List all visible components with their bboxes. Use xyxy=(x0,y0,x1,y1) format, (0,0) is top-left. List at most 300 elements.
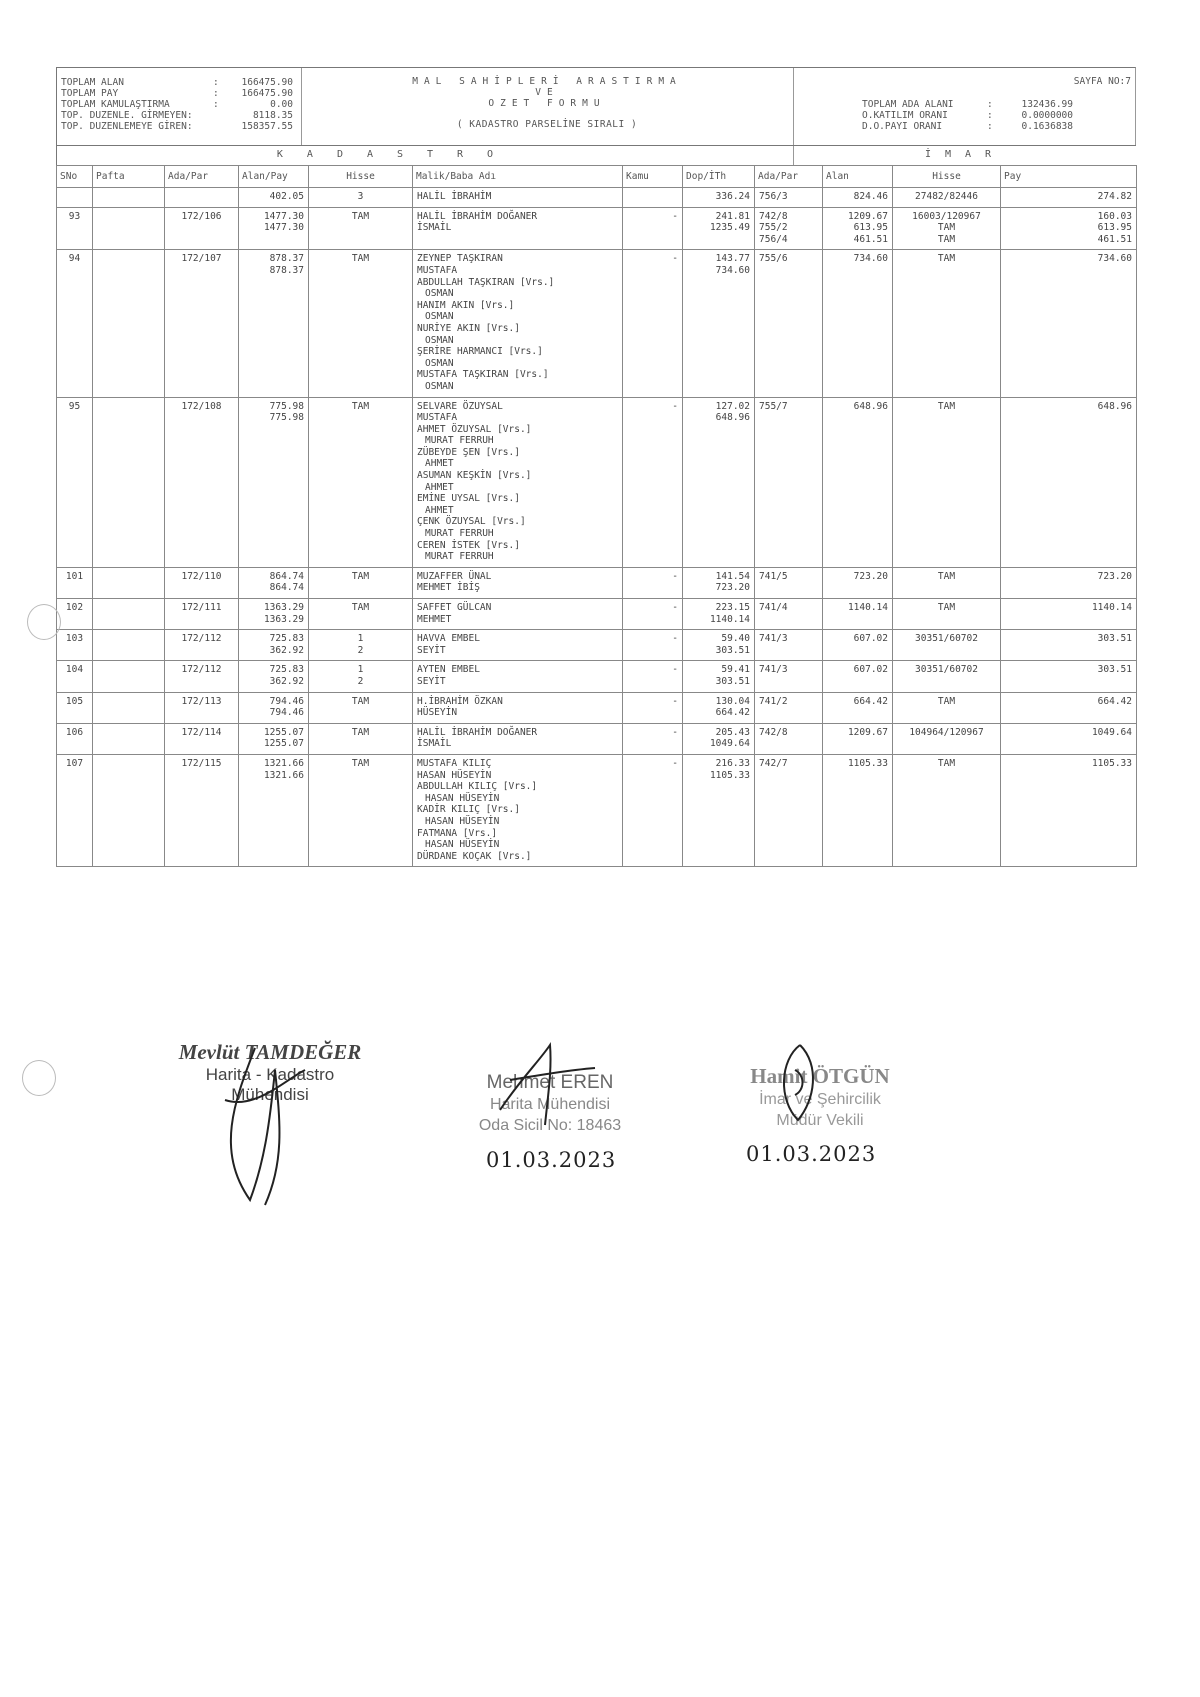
signer-3-title2: Müdür Vekili xyxy=(776,1112,864,1129)
sno-cell: 105 xyxy=(57,692,93,723)
cell-line: 824.46 xyxy=(853,191,888,202)
ada-par-cell: 172/112 xyxy=(165,661,239,692)
owner-name: ABDULLAH KILIÇ [Vrs.] xyxy=(417,781,538,793)
imar-alan-header: Alan xyxy=(823,166,893,188)
cell-line: 1049.64 xyxy=(1091,726,1132,738)
cell-line: 104964/120967 xyxy=(909,726,984,738)
sno-cell: 101 xyxy=(57,567,93,598)
cell-line: 1321.66 xyxy=(263,757,304,769)
owner-name: HALİL İBRAHİM DOĞANER xyxy=(417,726,538,738)
cell-line: 127.02 xyxy=(715,400,750,412)
cell-line: 2 xyxy=(357,675,364,687)
owner-name: OSMAN xyxy=(425,380,454,392)
owner-name: AYTEN EMBEL xyxy=(417,664,480,676)
imar-pay-cell xyxy=(1001,250,1137,397)
dop-ith-cell xyxy=(683,250,755,397)
imar-alan-cell xyxy=(823,630,893,661)
signer-2-title: Harita Mühendisi xyxy=(489,1096,611,1113)
imar-alan-cell xyxy=(823,692,893,723)
cell-line: 303.51 xyxy=(1097,633,1132,645)
alan-pay-cell xyxy=(239,188,309,208)
table-body xyxy=(57,188,1137,867)
cell-line: 336.24 xyxy=(715,191,750,202)
imar-ada-par-cell xyxy=(755,723,823,754)
pafta-cell xyxy=(93,207,165,250)
total-share-value: 166475.90 xyxy=(241,88,293,99)
cell-line: 303.51 xyxy=(715,644,750,656)
hisse-cell xyxy=(309,754,413,866)
signer-3-name: Hamit ÖTGÜN xyxy=(750,1064,890,1088)
imar-pay-header: Pay xyxy=(1001,166,1137,188)
imar-hisse-cell xyxy=(893,692,1001,723)
owner-name: MUSTAFA xyxy=(417,264,458,276)
cell-line: 59.41 xyxy=(721,664,750,676)
kamu-cell: - xyxy=(623,250,683,397)
cell-line: 742/8 xyxy=(759,210,788,222)
cell-line: 741/3 xyxy=(759,664,788,676)
owner-cell xyxy=(413,692,623,723)
sno-cell: 102 xyxy=(57,599,93,630)
cell-line: TAM xyxy=(937,233,956,245)
cell-line: 741/2 xyxy=(759,695,788,707)
imar-ada-par-cell xyxy=(755,397,823,567)
owner-cell xyxy=(413,599,623,630)
cell-line: 741/5 xyxy=(759,570,788,582)
owner-cell xyxy=(413,567,623,598)
cell-line: 878.37 xyxy=(269,264,304,276)
cell-line: TAM xyxy=(351,602,370,613)
owner-name: DÜRDANE KOÇAK [Vrs.] xyxy=(417,850,532,862)
cell-line: TAM xyxy=(351,570,370,582)
cell-line: TAM xyxy=(937,253,956,265)
cell-line: 303.51 xyxy=(1097,664,1132,676)
cell-line: 794.46 xyxy=(269,695,304,707)
cell-line: 461.51 xyxy=(853,233,888,245)
total-expropriation-label: TOPLAM KAMULAŞTIRMA xyxy=(61,99,170,110)
dop-ith-cell xyxy=(683,630,755,661)
pafta-cell xyxy=(93,188,165,208)
totals-left: TOPLAM ALAN : 166475.90 TOPLAM PAY : 166475.90 TOPLAM KAMULAŞTIRMA : 0.00 TOP. DUZENLE. GİRMEYEN: 8118.35 TOP. DUZENLEMEYE GİREN: 158357.55 xyxy=(61,77,293,132)
kamu-cell: - xyxy=(623,207,683,250)
totals-right: SAYFA NO:7 TOPLAM ADA ALANI : 132436.99 O.KATILIM ORANI : 0.0000000 D.O.PAYI ORANI : 0.1636838 xyxy=(802,76,1137,132)
cell-line: 402.05 xyxy=(269,191,304,202)
sno-cell: 104 xyxy=(57,661,93,692)
cell-line: 1140.14 xyxy=(847,602,888,613)
cell-line: 607.02 xyxy=(853,633,888,645)
signer-1-title2: Mühendisi xyxy=(231,1085,309,1104)
cell-line: TAM xyxy=(937,400,956,412)
signer-2-date: 01.03.2023 xyxy=(486,1148,617,1172)
cell-line: 1140.14 xyxy=(709,613,750,625)
imar-hisse-cell xyxy=(893,723,1001,754)
hisse-cell xyxy=(309,188,413,208)
cell-line: 1235.49 xyxy=(709,222,750,234)
cell-line: 734.60 xyxy=(715,264,750,276)
dop-ith-cell xyxy=(683,599,755,630)
dop-ith-cell xyxy=(683,207,755,250)
imar-ada-par-cell xyxy=(755,661,823,692)
cell-line: 1105.33 xyxy=(847,757,888,769)
in-regulation-label: TOP. DUZENLEMEYE GİREN: xyxy=(61,121,193,132)
owner-name: SEYİT xyxy=(417,644,446,656)
owner-name: HÜSEYİN xyxy=(417,707,458,719)
cell-line: 303.51 xyxy=(715,675,750,687)
sno-cell xyxy=(57,188,93,208)
punch-hole-top xyxy=(27,604,61,640)
cell-line: 30351/60702 xyxy=(915,633,978,645)
ada-par-cell: 172/114 xyxy=(165,723,239,754)
dop-ith-header: Dop/İTh xyxy=(683,166,755,188)
imar-pay-cell xyxy=(1001,754,1137,866)
cell-line: TAM xyxy=(351,253,370,265)
cell-line: TAM xyxy=(937,602,956,613)
cell-line: 723.20 xyxy=(853,570,888,582)
owner-name: MEHMET İBİŞ xyxy=(417,582,480,594)
cell-line: TAM xyxy=(937,757,956,769)
form-title xyxy=(307,76,787,130)
imar-pay-cell xyxy=(1001,692,1137,723)
cell-line: 30351/60702 xyxy=(915,664,978,676)
cell-line: 648.96 xyxy=(1097,400,1132,412)
cell-line: 756/4 xyxy=(759,233,788,245)
imar-hisse-cell xyxy=(893,630,1001,661)
owner-name: AHMET xyxy=(425,504,454,516)
owner-name: ZÜBEYDE ŞEN [Vrs.] xyxy=(417,446,520,458)
cell-line: 648.96 xyxy=(715,412,750,424)
cell-line: 755/6 xyxy=(759,253,788,265)
signer-3-title: İmar ve Şehircilik xyxy=(759,1091,881,1108)
owner-name: HAVVA EMBEL xyxy=(417,633,480,645)
pafta-cell xyxy=(93,397,165,567)
cell-line: 27482/82446 xyxy=(915,191,978,202)
cell-line: TAM xyxy=(937,695,956,707)
table-row xyxy=(57,661,1137,692)
signer-1-name: Mevlüt TAMDEĞER xyxy=(178,1040,362,1064)
owner-name: MURAT FERRUH xyxy=(425,551,494,563)
cell-line: TAM xyxy=(351,695,370,707)
alan-pay-cell xyxy=(239,661,309,692)
pafta-cell xyxy=(93,567,165,598)
hisse-cell xyxy=(309,692,413,723)
imar-pay-cell xyxy=(1001,188,1137,208)
imar-hisse-header: Hisse xyxy=(893,166,1001,188)
cell-line: 755/2 xyxy=(759,222,788,234)
cell-line: TAM xyxy=(351,400,370,412)
form-title-line3: OZET FORMU xyxy=(488,98,606,109)
owner-name: ABDULLAH TAŞKIRAN [Vrs.] xyxy=(417,276,555,288)
cell-line: 1363.29 xyxy=(263,613,304,625)
cell-line: TAM xyxy=(351,757,370,769)
cell-line: 3 xyxy=(357,191,364,202)
table-row xyxy=(57,692,1137,723)
cell-line: 216.33 xyxy=(715,757,750,769)
cell-line: 1140.14 xyxy=(1091,602,1132,613)
imar-alan-cell xyxy=(823,250,893,397)
owner-name: HASAN HÜSEYİN xyxy=(425,815,500,827)
owner-name: H.İBRAHİM ÖZKAN xyxy=(417,695,503,707)
owner-name: SEYİT xyxy=(417,675,446,687)
kamu-header: Kamu xyxy=(623,166,683,188)
section-titles xyxy=(56,145,1136,165)
cell-line: 130.04 xyxy=(715,695,750,707)
owner-name: MEHMET xyxy=(417,613,452,625)
cell-line: 141.54 xyxy=(715,570,750,582)
table-row xyxy=(57,754,1137,866)
imar-alan-cell xyxy=(823,188,893,208)
hisse-cell xyxy=(309,630,413,661)
pafta-cell xyxy=(93,661,165,692)
owner-name: SAFFET GÜLCAN xyxy=(417,602,492,613)
cell-line: TAM xyxy=(351,210,370,222)
cell-line: 878.37 xyxy=(269,253,304,265)
owner-name: CEREN İSTEK [Vrs.] xyxy=(417,539,520,551)
owner-name: NURİYE AKIN [Vrs.] xyxy=(417,322,520,334)
imar-pay-cell xyxy=(1001,630,1137,661)
owner-cell xyxy=(413,661,623,692)
cell-line: 742/8 xyxy=(759,726,788,738)
cell-line: 864.74 xyxy=(269,570,304,582)
ada-par-cell: 172/106 xyxy=(165,207,239,250)
owner-name: AHMET ÖZUYSAL [Vrs.] xyxy=(417,423,532,435)
cell-line: 613.95 xyxy=(853,222,888,234)
sno-cell: 107 xyxy=(57,754,93,866)
owner-name: AHMET xyxy=(425,458,454,470)
imar-ada-par-cell xyxy=(755,250,823,397)
section-kadastro: KADASTRO xyxy=(276,149,518,160)
ada-par-cell: 172/112 xyxy=(165,630,239,661)
table-row xyxy=(57,723,1137,754)
pafta-cell xyxy=(93,692,165,723)
cell-line: 1105.33 xyxy=(709,769,750,781)
table-row xyxy=(57,188,1137,208)
owner-name: EMİNE UYSAL [Vrs.] xyxy=(417,493,520,505)
pafta-cell xyxy=(93,599,165,630)
imar-ada-par-cell xyxy=(755,754,823,866)
owners-table xyxy=(56,165,1137,867)
pafta-cell xyxy=(93,630,165,661)
owner-name: HASAN HÜSEYİN xyxy=(425,839,500,851)
table-row xyxy=(57,250,1137,397)
imar-hisse-cell xyxy=(893,188,1001,208)
cell-line: 723.20 xyxy=(715,582,750,594)
cell-line: 1 xyxy=(357,664,364,676)
cell-line: 756/3 xyxy=(759,191,788,202)
in-regulation-value: 158357.55 xyxy=(241,121,293,132)
cell-line: 775.98 xyxy=(269,412,304,424)
imar-ada-par-header: Ada/Par xyxy=(755,166,823,188)
block-area-value: 132436.99 xyxy=(1021,99,1073,110)
cell-line: 734.60 xyxy=(1097,253,1132,265)
punch-hole-bottom xyxy=(22,1060,56,1096)
signature-scribble-3 xyxy=(770,1040,830,1130)
hisse-cell xyxy=(309,207,413,250)
table-row xyxy=(57,567,1137,598)
ada-par-cell: 172/111 xyxy=(165,599,239,630)
hisse-header: Hisse xyxy=(309,166,413,188)
dop-ith-cell xyxy=(683,188,755,208)
participation-rate-label: O.KATILIM ORANI xyxy=(862,110,948,121)
cell-line: 1 xyxy=(357,633,364,645)
imar-alan-cell xyxy=(823,599,893,630)
cell-line: 1049.64 xyxy=(709,738,750,750)
owner-name: HALİL İBRAHİM xyxy=(417,191,492,202)
owner-cell xyxy=(413,630,623,661)
owner-cell xyxy=(413,207,623,250)
ada-par-cell: 172/113 xyxy=(165,692,239,723)
cell-line: TAM xyxy=(937,222,956,234)
sno-cell: 106 xyxy=(57,723,93,754)
cell-line: 1255.07 xyxy=(263,738,304,750)
cell-line: 725.83 xyxy=(269,664,304,676)
kamu-cell xyxy=(623,188,683,208)
block-area-label: TOPLAM ADA ALANI xyxy=(862,99,954,110)
dop-ith-cell xyxy=(683,567,755,598)
cell-line: TAM xyxy=(937,570,956,582)
owner-cell xyxy=(413,397,623,567)
pafta-cell xyxy=(93,250,165,397)
cell-line: 1209.67 xyxy=(847,210,888,222)
hisse-cell xyxy=(309,250,413,397)
sno-cell: 94 xyxy=(57,250,93,397)
alan-pay-cell xyxy=(239,250,309,397)
owner-name: ŞERİRE HARMANCI [Vrs.] xyxy=(417,346,543,358)
ada-par-cell xyxy=(165,188,239,208)
owner-cell xyxy=(413,250,623,397)
owner-name: AHMET xyxy=(425,481,454,493)
owner-name: FATMANA [Vrs.] xyxy=(417,827,498,839)
table-row xyxy=(57,599,1137,630)
imar-ada-par-cell xyxy=(755,567,823,598)
hisse-cell xyxy=(309,599,413,630)
alan-pay-header: Alan/Pay xyxy=(239,166,309,188)
dop-ith-cell xyxy=(683,692,755,723)
do-share-rate-label: D.O.PAYI ORANI xyxy=(862,121,943,132)
sno-cell: 95 xyxy=(57,397,93,567)
cell-line: 725.83 xyxy=(269,633,304,645)
hisse-cell xyxy=(309,397,413,567)
signature-scribble-2 xyxy=(490,1040,600,1130)
cell-line: 362.92 xyxy=(269,644,304,656)
signature-scribble-1 xyxy=(195,1040,325,1210)
not-in-regulation-value: 8118.35 xyxy=(252,110,293,121)
imar-hisse-cell xyxy=(893,250,1001,397)
owner-name: HASAN HÜSEYİN xyxy=(425,792,500,804)
cell-line: 741/3 xyxy=(759,633,788,645)
cell-line: 742/7 xyxy=(759,757,788,769)
alan-pay-cell xyxy=(239,397,309,567)
owner-name: İSMAİL xyxy=(417,738,452,750)
alan-pay-cell xyxy=(239,723,309,754)
cell-line: 1477.30 xyxy=(263,222,304,234)
alan-pay-cell xyxy=(239,754,309,866)
imar-alan-cell xyxy=(823,397,893,567)
owner-name: ZEYNEP TAŞKIRAN xyxy=(417,253,503,265)
cell-line: 1209.67 xyxy=(847,726,888,738)
pafta-header: Pafta xyxy=(93,166,165,188)
kamu-cell: - xyxy=(623,692,683,723)
cell-line: 205.43 xyxy=(715,726,750,738)
cell-line: 864.74 xyxy=(269,582,304,594)
sno-header: SNo xyxy=(57,166,93,188)
kamu-cell: - xyxy=(623,567,683,598)
pafta-cell xyxy=(93,754,165,866)
total-area-label: TOPLAM ALAN xyxy=(61,77,124,88)
form-title-line1: MAL SAHİPLERİ ARASTIRMA xyxy=(412,76,682,87)
owner-name: SELVARE ÖZUYSAL xyxy=(417,400,503,412)
cell-line: 2 xyxy=(357,644,364,656)
imar-pay-cell xyxy=(1001,397,1137,567)
cell-line: 461.51 xyxy=(1097,233,1132,245)
table-row xyxy=(57,630,1137,661)
pafta-cell xyxy=(93,723,165,754)
cell-line: 1363.29 xyxy=(263,602,304,613)
kamu-cell: - xyxy=(623,599,683,630)
alan-pay-cell xyxy=(239,692,309,723)
ada-par-cell: 172/110 xyxy=(165,567,239,598)
kamu-cell: - xyxy=(623,630,683,661)
owner-name: ASUMAN KEŞKİN [Vrs.] xyxy=(417,470,532,482)
dop-ith-cell xyxy=(683,397,755,567)
ada-par-cell: 172/115 xyxy=(165,754,239,866)
alan-pay-cell xyxy=(239,599,309,630)
imar-pay-cell xyxy=(1001,567,1137,598)
imar-alan-cell xyxy=(823,207,893,250)
cell-line: 794.46 xyxy=(269,707,304,719)
ada-par-cell: 172/108 xyxy=(165,397,239,567)
owner-cell xyxy=(413,754,623,866)
owner-name: MURAT FERRUH xyxy=(425,435,494,447)
hisse-cell xyxy=(309,723,413,754)
imar-ada-par-cell xyxy=(755,599,823,630)
cell-line: 1255.07 xyxy=(263,726,304,738)
cell-line: 160.03 xyxy=(1097,210,1132,222)
cell-line: 1477.30 xyxy=(263,210,304,222)
imar-pay-cell xyxy=(1001,661,1137,692)
imar-hisse-cell xyxy=(893,661,1001,692)
table-row xyxy=(57,397,1137,567)
owner-name: MUSTAFA xyxy=(417,412,458,424)
owner-name: ÇENK ÖZUYSAL [Vrs.] xyxy=(417,516,526,528)
alan-pay-cell xyxy=(239,567,309,598)
table-header-row xyxy=(57,166,1137,188)
imar-hisse-cell xyxy=(893,397,1001,567)
owner-cell xyxy=(413,188,623,208)
imar-hisse-cell xyxy=(893,754,1001,866)
cell-line: 223.15 xyxy=(715,602,750,613)
signer-2-reg: Oda Sicil No: 18463 xyxy=(478,1117,622,1134)
dop-ith-cell xyxy=(683,661,755,692)
owner-cell xyxy=(413,723,623,754)
cell-line: 274.82 xyxy=(1097,191,1132,202)
form-header xyxy=(56,67,1136,145)
total-expropriation-value: 0.00 xyxy=(270,99,293,110)
cell-line: 734.60 xyxy=(853,253,888,265)
owner-name: OSMAN xyxy=(425,334,454,346)
imar-alan-cell xyxy=(823,567,893,598)
owner-name: MUZAFFER ÜNAL xyxy=(417,570,492,582)
owner-header: Malik/Baba Adı xyxy=(413,166,623,188)
cell-line: 775.98 xyxy=(269,400,304,412)
imar-ada-par-cell xyxy=(755,188,823,208)
cell-line: 241.81 xyxy=(715,210,750,222)
kamu-cell: - xyxy=(623,397,683,567)
alan-pay-cell xyxy=(239,630,309,661)
cell-line: 664.42 xyxy=(853,695,888,707)
cell-line: 664.42 xyxy=(1097,695,1132,707)
cell-line: 59.40 xyxy=(721,633,750,645)
ada-par-header: Ada/Par xyxy=(165,166,239,188)
hisse-cell xyxy=(309,567,413,598)
